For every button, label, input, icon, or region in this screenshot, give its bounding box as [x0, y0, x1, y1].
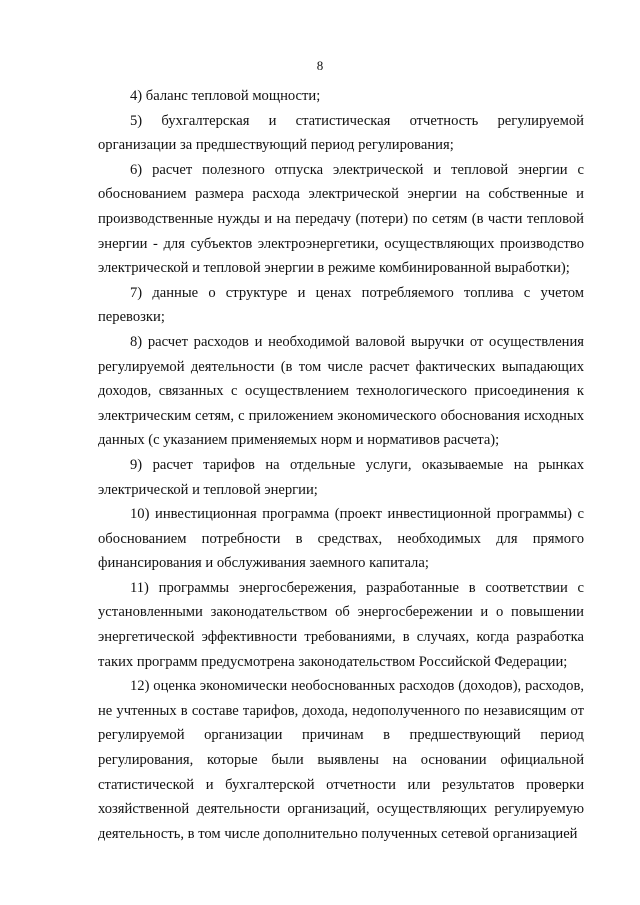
paragraph-item-7: 7) данные о структуре и ценах потребляемого топлива с учетом перевозки;	[98, 284, 584, 326]
paragraph-item-12: 12) оценка экономически необоснованных расходов (доходов), расходов, не учтенных в составе тарифов, дохода, недополученного по независящим от регулируемой организации причинам в предшествующий период регулирования, которые были выявлены на основании официальной статистической и бухгалтерской отчетности или результатов проверки хозяйственной деятельности организаций, осуществляющих регулируемую деятельность, в том числе дополнительно полученных сетевой организацией	[98, 678, 584, 842]
paragraph-item-8: 8) расчет расходов и необходимой валовой выручки от осуществления регулируемой деятельности (в том числе расчет фактических выпадающих доходов, связанных с осуществлением технологического присоединения к электрическим сетям, с приложением экономического обоснования исходных данных (с указанием применяемых норм и нормативов расчета);	[98, 333, 584, 449]
paragraph-item-6: 6) расчет полезного отпуска электрической и тепловой энергии с обоснованием размера расхода электрической энергии на собственные и производственные нужды и на передачу (потери) по сетям (в части тепловой энергии - для субъектов электроэнергетики, осуществляющих производство электрической и тепловой энергии в режиме комбинированной выработки);	[98, 161, 584, 277]
paragraph-item-5: 5) бухгалтерская и статистическая отчетность регулируемой организации за предшествующий период регулирования;	[98, 112, 584, 154]
paragraph-item-4: 4) баланс тепловой мощности;	[130, 88, 321, 104]
page-number: 8	[316, 58, 324, 73]
document-body	[98, 84, 584, 846]
paragraph-item-10: 10) инвестиционная программа (проект инвестиционной программы) с обоснованием потребности в средствах, необходимых для прямого финансирования и обслуживания заемного капитала;	[98, 506, 584, 572]
paragraph-item-9: 9) расчет тарифов на отдельные услуги, оказываемые на рынках электрической и тепловой энергии;	[98, 456, 584, 498]
paragraph-item-11: 11) программы энергосбережения, разработанные в соответствии с установленными законодательством об энергосбережении и о повышении энергетической эффективности требованиями, в случаях, когда разработка таких программ предусмотрена законодательством Российской Федерации;	[98, 579, 584, 670]
